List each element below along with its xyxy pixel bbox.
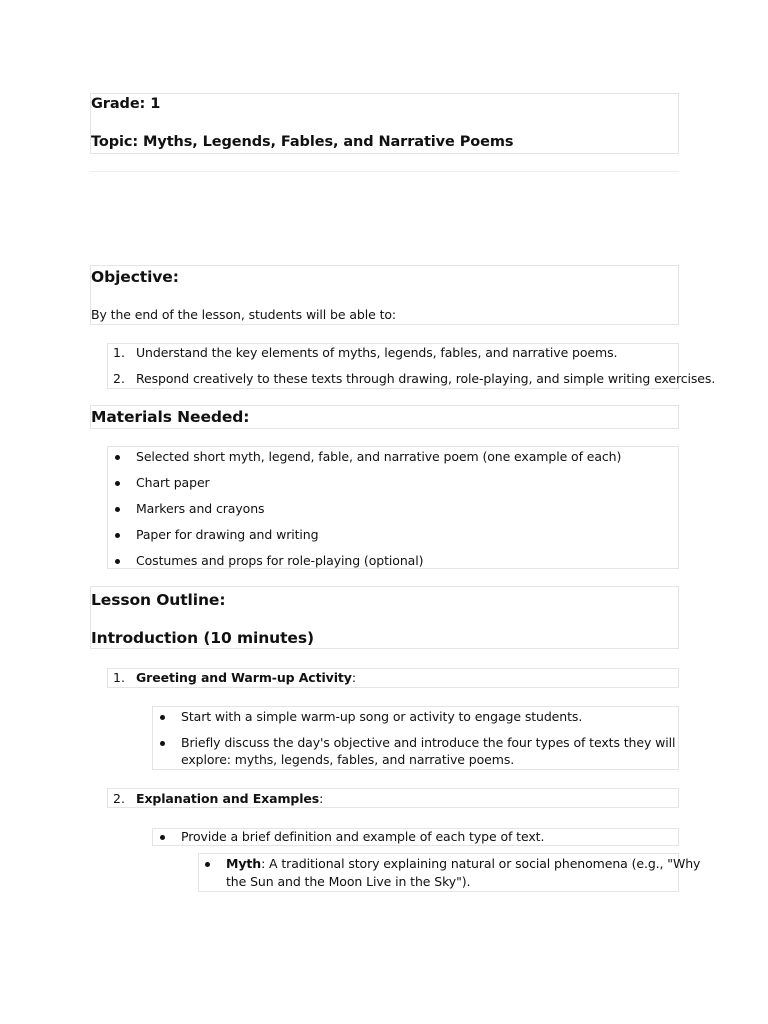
- myth-line: [226, 855, 700, 873]
- bullet-icon: [115, 507, 120, 512]
- step1-title: Greeting and Warm-up Activity: [136, 670, 352, 685]
- objective-item-number: 1.: [113, 345, 125, 360]
- myth-term: Myth: [226, 856, 262, 871]
- step2-title: Explanation and Examples: [136, 791, 320, 806]
- bullet-icon: [115, 559, 120, 564]
- objective-item-text: Respond creatively to these texts through drawing, role-playing, and simple writing exercises.: [136, 371, 716, 386]
- bullet-icon: [115, 481, 120, 486]
- materials-item: Selected short myth, legend, fable, and narrative poem (one example of each): [136, 449, 622, 464]
- outline-heading: Lesson Outline:: [91, 591, 226, 609]
- objective-item-text: Understand the key elements of myths, legends, fables, and narrative poems.: [136, 345, 618, 360]
- materials-item: Markers and crayons: [136, 501, 265, 516]
- materials-item: Costumes and props for role-playing (optional): [136, 553, 424, 568]
- step2-suffix: :: [319, 791, 324, 806]
- objective-heading: Objective:: [91, 268, 179, 286]
- bullet-icon: [205, 862, 210, 867]
- bullet-icon: [160, 715, 165, 720]
- bullet-icon: [115, 533, 120, 538]
- step1-bullet-continued: explore: myths, legends, fables, and narrative poems.: [181, 752, 515, 767]
- step2-number: 2.: [113, 791, 125, 806]
- step1-bullet: Briefly discuss the day's objective and introduce the four types of texts they will: [181, 735, 676, 750]
- bullet-icon: [160, 835, 165, 840]
- introduction-heading: Introduction (10 minutes): [91, 629, 314, 647]
- objective-intro: By the end of the lesson, students will be able to:: [91, 307, 397, 322]
- divider: [90, 171, 679, 172]
- materials-item: Chart paper: [136, 475, 210, 490]
- materials-heading: Materials Needed:: [91, 408, 250, 426]
- step1-suffix: :: [351, 670, 356, 685]
- materials-item: Paper for drawing and writing: [136, 527, 319, 542]
- grade-heading: Grade: 1: [91, 96, 161, 112]
- step1-number: 1.: [113, 670, 125, 685]
- step2-bullet: Provide a brief definition and example of each type of text.: [181, 829, 545, 844]
- myth-definition: : A traditional story explaining natural or social phenomena (e.g., "Why: [261, 856, 701, 871]
- topic-heading: Topic: Myths, Legends, Fables, and Narrative Poems: [91, 134, 514, 150]
- bullet-icon: [115, 455, 120, 460]
- objective-item-number: 2.: [113, 371, 125, 386]
- step1-bullet: Start with a simple warm-up song or activity to engage students.: [181, 709, 583, 724]
- myth-line-continued: the Sun and the Moon Live in the Sky").: [226, 874, 471, 889]
- step1-title-line: [136, 669, 356, 687]
- step2-title-line: [136, 790, 323, 808]
- bullet-icon: [160, 741, 165, 746]
